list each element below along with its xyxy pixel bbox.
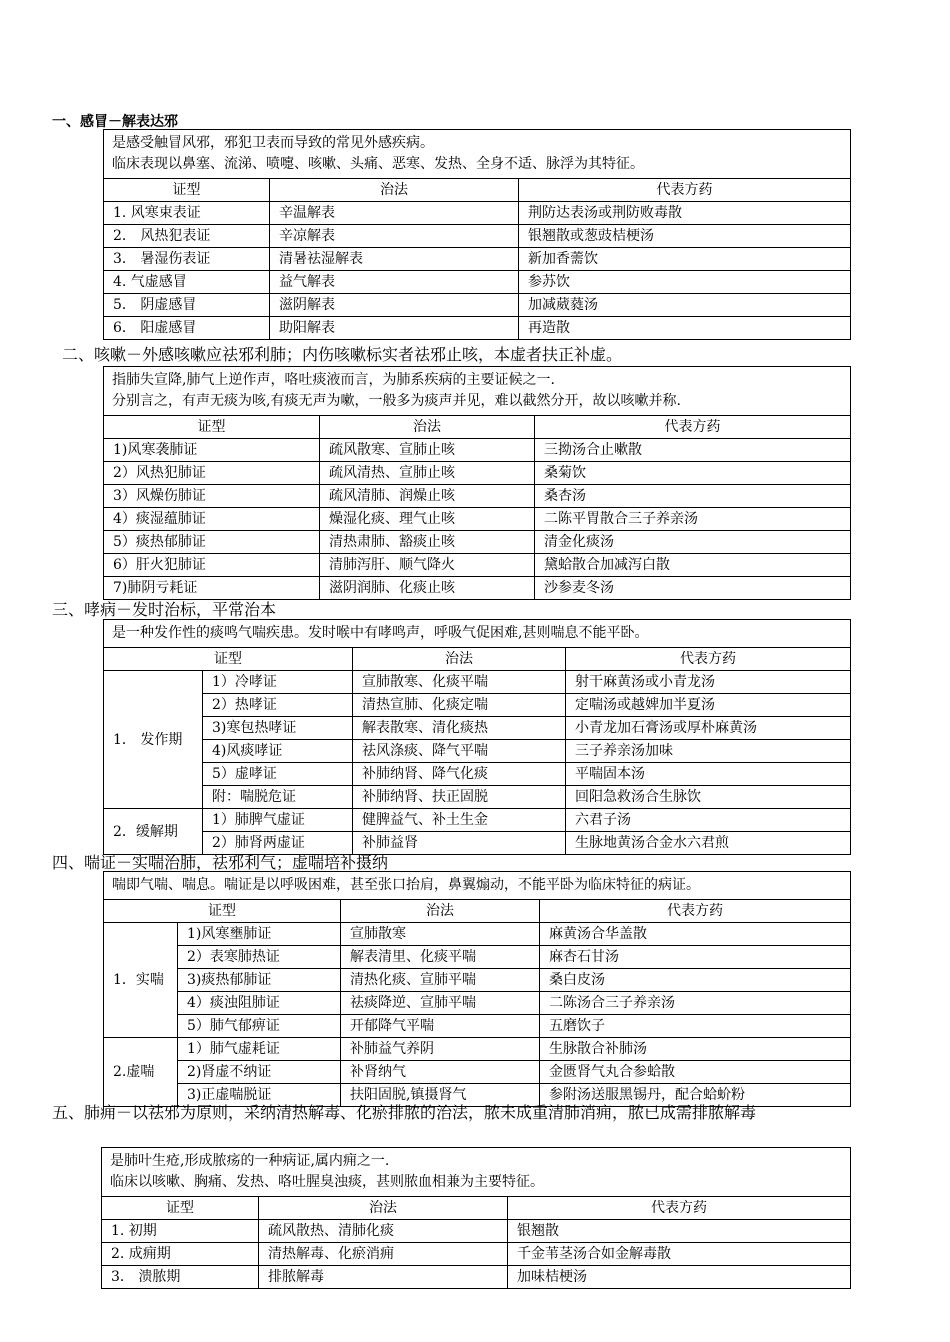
header-zhengxing: 证型 bbox=[104, 416, 320, 439]
cell-syndrome: 2. 成痈期 bbox=[102, 1243, 259, 1266]
cell-formula: 银翘散或葱豉桔梗汤 bbox=[519, 225, 851, 248]
section-2-title: 二、咳嗽－外感咳嗽应祛邪利肺；内伤咳嗽标实者祛邪止咳，本虚者扶正补虚。 bbox=[62, 345, 623, 364]
cell-treatment: 补肺纳肾、降气化痰 bbox=[353, 763, 566, 786]
table-row bbox=[104, 694, 851, 717]
cell-syndrome: 2）热哮证 bbox=[203, 694, 353, 717]
cell-treatment: 健脾益气、补土生金 bbox=[353, 809, 566, 832]
cell-treatment: 滋阴解表 bbox=[270, 294, 519, 317]
section-3-title: 三、哮病－发时治标，平常治本 bbox=[52, 600, 277, 619]
cell-formula: 参苏饮 bbox=[519, 271, 851, 294]
section-2-table bbox=[103, 366, 851, 600]
table-row bbox=[104, 202, 851, 225]
cell-syndrome: 6）肝火犯肺证 bbox=[104, 554, 320, 577]
cell-treatment: 清热化痰、宣肺平喘 bbox=[341, 969, 540, 992]
cell-treatment: 清热肃肺、豁痰止咳 bbox=[320, 531, 535, 554]
table-row bbox=[104, 225, 851, 248]
cell-syndrome: 7)肺阴亏耗证 bbox=[104, 577, 320, 600]
cell-treatment: 燥湿化痰、理气止咳 bbox=[320, 508, 535, 531]
cell-treatment: 祛风涤痰、降气平喘 bbox=[353, 740, 566, 763]
cell-syndrome: 5）痰热郁肺证 bbox=[104, 531, 320, 554]
cell-treatment: 宣肺散寒 bbox=[341, 923, 540, 946]
section-2-intro: 指肺失宣降,肺气上逆作声，咯吐痰液而言，为肺系疾病的主要证候之一. 分别言之，有声无痰为咳,有痰无声为嗽，一般多为痰声并见，难以截然分开，故以咳嗽并称. bbox=[104, 367, 851, 416]
section-4-intro: 喘即气喘、喘息。喘证是以呼吸困难，甚至张口抬肩，鼻翼煽动，不能平卧为临床特征的病证。 bbox=[104, 872, 851, 900]
cell-formula: 桑白皮汤 bbox=[540, 969, 851, 992]
table-row bbox=[104, 485, 851, 508]
cell-formula: 清金化痰汤 bbox=[535, 531, 851, 554]
cell-formula: 五磨饮子 bbox=[540, 1015, 851, 1038]
table-row bbox=[104, 531, 851, 554]
cell-treatment: 辛温解表 bbox=[270, 202, 519, 225]
cell-syndrome: 1）冷哮证 bbox=[203, 671, 353, 694]
header-fangyao: 代表方药 bbox=[508, 1197, 851, 1220]
cell-formula: 射干麻黄汤或小青龙汤 bbox=[566, 671, 851, 694]
cell-treatment: 清热解毒、化瘀消痈 bbox=[259, 1243, 508, 1266]
cell-syndrome: 2)肾虚不纳证 bbox=[178, 1061, 341, 1084]
cell-formula: 三拗汤合止嗽散 bbox=[535, 439, 851, 462]
cell-formula: 回阳急救汤合生脉饮 bbox=[566, 786, 851, 809]
cell-syndrome: 1. 初期 bbox=[102, 1220, 259, 1243]
cell-syndrome: 4. 气虚感冒 bbox=[104, 271, 270, 294]
cell-treatment: 清热宣肺、化痰定喘 bbox=[353, 694, 566, 717]
cell-syndrome: 3)痰热郁肺证 bbox=[178, 969, 341, 992]
cell-syndrome: 1）肺气虚耗证 bbox=[178, 1038, 341, 1061]
table-row bbox=[104, 969, 851, 992]
table-row bbox=[104, 271, 851, 294]
cell-formula: 生脉地黄汤合金水六君煎 bbox=[566, 832, 851, 855]
section-3-table bbox=[103, 619, 851, 855]
cell-treatment: 疏风清热、宣肺止咳 bbox=[320, 462, 535, 485]
header-zhifa: 治法 bbox=[341, 900, 540, 923]
cell-syndrome: 2）肺肾两虚证 bbox=[203, 832, 353, 855]
section-5-title: 五、肺痈－以祛邪为原则，采纳清热解毒、化瘀排脓的治法，脓未成重清肺消痈，脓已成需排脓解毒 bbox=[52, 1103, 757, 1122]
cell-formula: 定喘汤或越婢加半夏汤 bbox=[566, 694, 851, 717]
group-remission-phase: 2．缓解期 bbox=[104, 809, 203, 855]
section-5-table bbox=[101, 1147, 851, 1289]
table-row bbox=[104, 554, 851, 577]
cell-syndrome: 1)风寒袭肺证 bbox=[104, 439, 320, 462]
cell-syndrome: 5． 阴虚感冒 bbox=[104, 294, 270, 317]
cell-treatment: 清肺泻肝、顺气降火 bbox=[320, 554, 535, 577]
cell-syndrome: 5）虚哮证 bbox=[203, 763, 353, 786]
section-1-intro: 是感受触冒风邪，邪犯卫表而导致的常见外感疾病。 临床表现以鼻塞、流涕、喷嚏、咳嗽、头痛、恶寒、发热、全身不适、脉浮为其特征。 bbox=[104, 130, 851, 179]
header-zhengxing: 证型 bbox=[104, 900, 341, 923]
cell-syndrome: 3． 溃脓期 bbox=[102, 1266, 259, 1289]
table-row bbox=[104, 1061, 851, 1084]
cell-formula: 银翘散 bbox=[508, 1220, 851, 1243]
table-row bbox=[104, 786, 851, 809]
cell-formula: 加味桔梗汤 bbox=[508, 1266, 851, 1289]
cell-syndrome: 4)风痰哮证 bbox=[203, 740, 353, 763]
cell-syndrome: 4）痰浊阻肺证 bbox=[178, 992, 341, 1015]
table-row bbox=[104, 1038, 851, 1061]
header-zhengxing: 证型 bbox=[102, 1197, 259, 1220]
table-row bbox=[104, 508, 851, 531]
section-1-title: 一、感冒－解表达邪 bbox=[52, 114, 178, 130]
cell-formula: 再造散 bbox=[519, 317, 851, 340]
cell-treatment: 疏风散热、清肺化痰 bbox=[259, 1220, 508, 1243]
table-row bbox=[104, 809, 851, 832]
section-3-intro: 是一种发作性的痰鸣气喘疾患。发时喉中有哮鸣声，呼吸气促困难,甚则喘息不能平卧。 bbox=[104, 620, 851, 648]
table-row bbox=[104, 740, 851, 763]
table-row bbox=[104, 992, 851, 1015]
cell-formula: 新加香薷饮 bbox=[519, 248, 851, 271]
cell-formula: 二陈平胃散合三子养亲汤 bbox=[535, 508, 851, 531]
cell-treatment: 祛痰降逆、宣肺平喘 bbox=[341, 992, 540, 1015]
cell-treatment: 疏风散寒、宣肺止咳 bbox=[320, 439, 535, 462]
cell-syndrome: 4）痰湿蕴肺证 bbox=[104, 508, 320, 531]
header-zhifa: 治法 bbox=[353, 648, 566, 671]
cell-treatment: 解表散寒、清化痰热 bbox=[353, 717, 566, 740]
table-row bbox=[104, 763, 851, 786]
header-fangyao: 代表方药 bbox=[566, 648, 851, 671]
cell-formula: 二陈汤合三子养亲汤 bbox=[540, 992, 851, 1015]
cell-syndrome: 3)正虚喘脱证 bbox=[178, 1084, 341, 1107]
cell-formula: 千金苇茎汤合如金解毒散 bbox=[508, 1243, 851, 1266]
cell-formula: 沙参麦冬汤 bbox=[535, 577, 851, 600]
cell-formula: 金匮肾气丸合参蛤散 bbox=[540, 1061, 851, 1084]
header-zhifa: 治法 bbox=[320, 416, 535, 439]
cell-syndrome: 3）风燥伤肺证 bbox=[104, 485, 320, 508]
section-1-table bbox=[103, 129, 851, 340]
cell-treatment: 宣肺散寒、化痰平喘 bbox=[353, 671, 566, 694]
cell-treatment: 补肺益气养阴 bbox=[341, 1038, 540, 1061]
cell-syndrome: 2）风热犯肺证 bbox=[104, 462, 320, 485]
header-zhengxing: 证型 bbox=[104, 179, 270, 202]
table-row bbox=[104, 294, 851, 317]
cell-syndrome: 2）表寒肺热证 bbox=[178, 946, 341, 969]
cell-syndrome: 5）肺气郁痹证 bbox=[178, 1015, 341, 1038]
cell-formula: 加减葳蕤汤 bbox=[519, 294, 851, 317]
cell-treatment: 辛凉解表 bbox=[270, 225, 519, 248]
table-row bbox=[104, 1015, 851, 1038]
section-4-title: 四、喘证－实喘治肺，祛邪利气；虚喘培补摄纳 bbox=[52, 853, 389, 872]
cell-syndrome: 3)寒包热哮证 bbox=[203, 717, 353, 740]
cell-formula: 参附汤送服黑锡丹，配合蛤蚧粉 bbox=[540, 1084, 851, 1107]
cell-syndrome: 1）肺脾气虚证 bbox=[203, 809, 353, 832]
cell-formula: 荆防达表汤或荆防败毒散 bbox=[519, 202, 851, 225]
table-row bbox=[104, 439, 851, 462]
cell-treatment: 清暑祛湿解表 bbox=[270, 248, 519, 271]
cell-syndrome: 2． 风热犯表证 bbox=[104, 225, 270, 248]
table-row bbox=[104, 671, 851, 694]
header-fangyao: 代表方药 bbox=[535, 416, 851, 439]
header-zhifa: 治法 bbox=[259, 1197, 508, 1220]
section-5-intro: 是肺叶生疮,形成脓疡的一种病证,属内痈之一. 临床以咳嗽、胸痛、发热、咯吐腥臭浊痰，甚则脓血相兼为主要特征。 bbox=[102, 1148, 851, 1197]
cell-treatment: 益气解表 bbox=[270, 271, 519, 294]
cell-formula: 小青龙加石膏汤或厚朴麻黄汤 bbox=[566, 717, 851, 740]
group-deficiency-asthma: 2.虚喘 bbox=[104, 1038, 178, 1107]
cell-syndrome: 3． 暑湿伤表证 bbox=[104, 248, 270, 271]
cell-formula: 桑杏汤 bbox=[535, 485, 851, 508]
table-row bbox=[104, 717, 851, 740]
table-row bbox=[104, 923, 851, 946]
cell-treatment: 滋阴润肺、化痰止咳 bbox=[320, 577, 535, 600]
cell-treatment: 补肺益肾 bbox=[353, 832, 566, 855]
cell-syndrome: 1. 风寒束表证 bbox=[104, 202, 270, 225]
cell-formula: 麻黄汤合华盖散 bbox=[540, 923, 851, 946]
cell-treatment: 扶阳固脱,镇摄肾气 bbox=[341, 1084, 540, 1107]
cell-treatment: 补肺纳肾、扶正固脱 bbox=[353, 786, 566, 809]
cell-treatment: 排脓解毒 bbox=[259, 1266, 508, 1289]
group-excess-asthma: 1．实喘 bbox=[104, 923, 178, 1038]
header-fangyao: 代表方药 bbox=[519, 179, 851, 202]
cell-syndrome: 1)风寒壅肺证 bbox=[178, 923, 341, 946]
table-row bbox=[104, 462, 851, 485]
group-attack-phase: 1． 发作期 bbox=[104, 671, 203, 809]
cell-formula: 平喘固本汤 bbox=[566, 763, 851, 786]
cell-formula: 桑菊饮 bbox=[535, 462, 851, 485]
table-row bbox=[104, 248, 851, 271]
header-zhengxing: 证型 bbox=[104, 648, 353, 671]
header-fangyao: 代表方药 bbox=[540, 900, 851, 923]
table-row bbox=[102, 1243, 851, 1266]
table-row bbox=[102, 1220, 851, 1243]
cell-treatment: 开郁降气平喘 bbox=[341, 1015, 540, 1038]
cell-formula: 六君子汤 bbox=[566, 809, 851, 832]
cell-syndrome: 附：喘脱危证 bbox=[203, 786, 353, 809]
cell-treatment: 助阳解表 bbox=[270, 317, 519, 340]
cell-treatment: 补肾纳气 bbox=[341, 1061, 540, 1084]
section-4-table bbox=[103, 871, 851, 1107]
cell-formula: 麻杏石甘汤 bbox=[540, 946, 851, 969]
cell-formula: 黛蛤散合加减泻白散 bbox=[535, 554, 851, 577]
cell-treatment: 解表清里、化痰平喘 bbox=[341, 946, 540, 969]
table-row bbox=[104, 946, 851, 969]
header-zhifa: 治法 bbox=[270, 179, 519, 202]
table-row bbox=[102, 1266, 851, 1289]
cell-formula: 生脉散合补肺汤 bbox=[540, 1038, 851, 1061]
table-row bbox=[104, 317, 851, 340]
cell-treatment: 疏风清肺、润燥止咳 bbox=[320, 485, 535, 508]
cell-formula: 三子养亲汤加味 bbox=[566, 740, 851, 763]
cell-syndrome: 6． 阳虚感冒 bbox=[104, 317, 270, 340]
